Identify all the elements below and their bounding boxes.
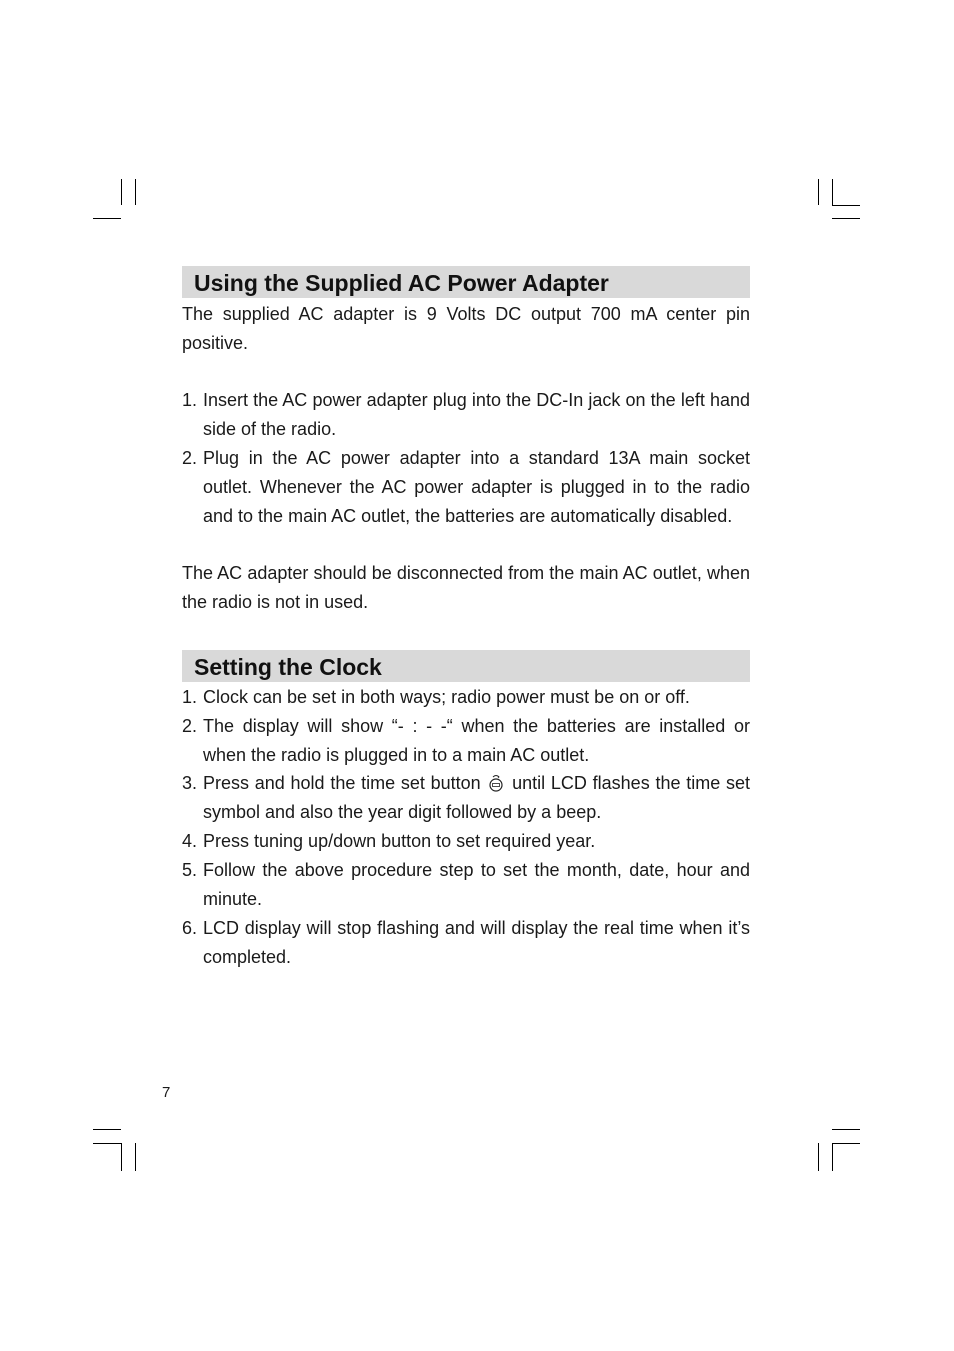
list-text: Clock can be set in both ways; radio power must be on or off. [203, 687, 690, 707]
list-number: 1. [182, 687, 198, 707]
list-item [182, 769, 750, 827]
section-heading-clock [182, 650, 750, 682]
list-item [182, 827, 750, 856]
section-title: Setting the Clock [194, 654, 382, 680]
list-number: 2. [182, 448, 198, 468]
list-text [203, 769, 750, 827]
list-item [182, 386, 750, 444]
crop-mark [93, 1143, 121, 1144]
page-number: 7 [162, 1084, 171, 1101]
crop-mark [818, 1143, 819, 1171]
note-paragraph: The AC adapter should be disconnected from the main AC outlet, when the radio is not in used. [182, 563, 750, 612]
crop-mark [818, 179, 819, 205]
list-number: 3. [182, 773, 198, 793]
crop-mark [121, 1143, 122, 1171]
crop-mark [832, 1129, 860, 1130]
list-text: Insert the AC power adapter plug into the DC-In jack on the left hand side of the radio. [203, 390, 750, 439]
list-number: 4. [182, 831, 198, 851]
list-item [182, 914, 750, 972]
list-item [182, 856, 750, 914]
list-number: 6. [182, 918, 198, 938]
crop-mark [135, 1143, 136, 1171]
crop-mark [93, 1129, 121, 1130]
list-item [182, 683, 750, 712]
section-title: Using the Supplied AC Power Adapter [194, 270, 609, 296]
list-text: Plug in the AC power adapter into a standard 13A main socket outlet. Whenever the AC power adapter is plugged in to the radio and to the main AC outlet, the batteries are automatically disabled. [203, 448, 750, 526]
list-text-part: Press and hold the time set button [203, 773, 481, 793]
list-item [182, 712, 750, 770]
crop-mark [93, 218, 121, 219]
list-text: The display will show “- : - -“ when the batteries are installed or when the radio is plugged in to a main AC outlet. [203, 716, 750, 765]
crop-mark [832, 179, 833, 205]
section-heading-ac-adapter [182, 266, 750, 298]
time-set-icon [488, 772, 504, 790]
list-text: LCD display will stop flashing and will display the real time when it’s completed. [203, 918, 750, 967]
list-text: Follow the above procedure step to set the month, date, hour and minute. [203, 860, 750, 909]
intro-paragraph: The supplied AC adapter is 9 Volts DC output 700 mA center pin positive. [182, 304, 750, 353]
crop-mark [135, 179, 136, 205]
list-text: Press tuning up/down button to set required year. [203, 831, 596, 851]
crop-mark [832, 1143, 833, 1171]
list-number: 1. [182, 390, 198, 410]
list-number: 5. [182, 860, 198, 880]
crop-mark [832, 1143, 860, 1144]
list-number: 2. [182, 716, 198, 736]
crop-mark [832, 218, 860, 219]
list-item [182, 444, 750, 531]
crop-mark [832, 205, 860, 206]
crop-mark [121, 179, 122, 205]
list-text-part: until LCD flashes the time set symbol and also the year digit followed by a beep. [203, 773, 750, 822]
